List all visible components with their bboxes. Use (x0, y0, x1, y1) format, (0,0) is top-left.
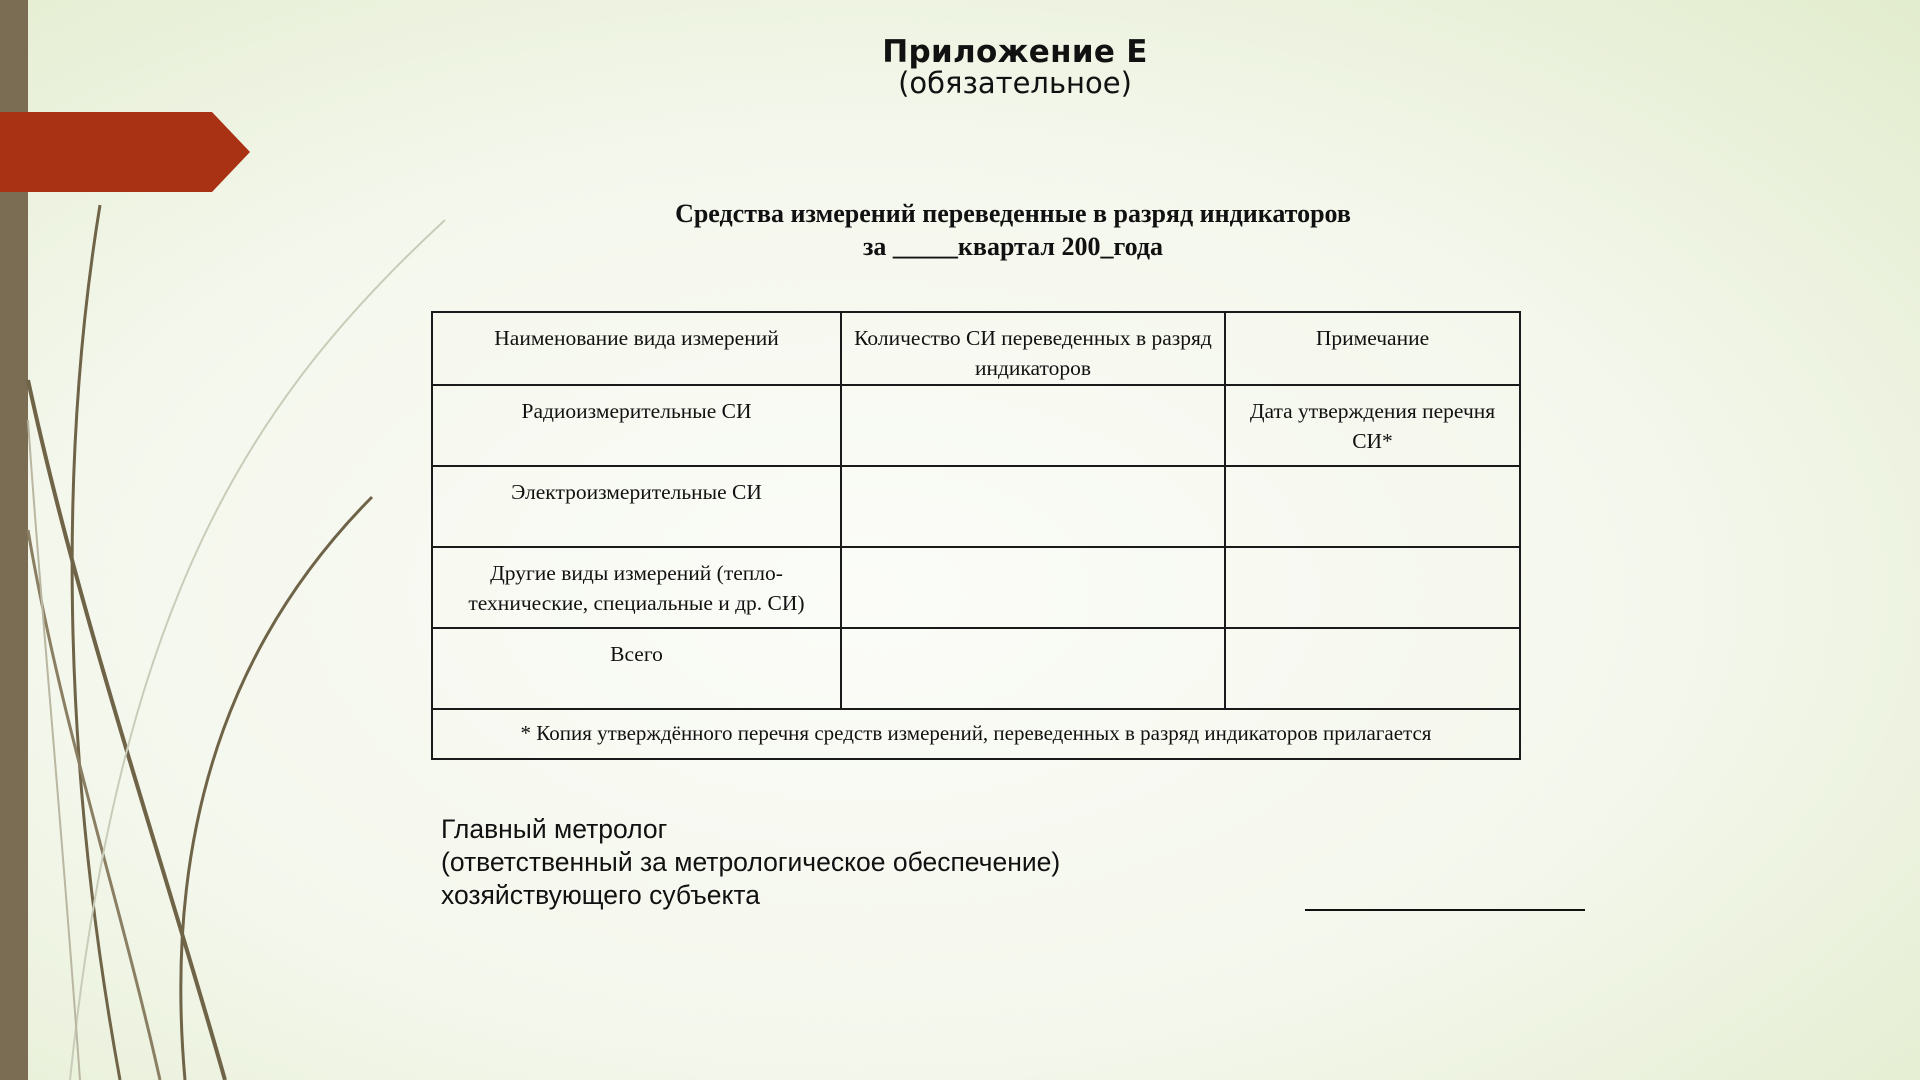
table-row (432, 466, 1520, 547)
table-header-row (432, 312, 1520, 385)
appendix-title: Приложение Е (882, 34, 1148, 70)
table-row (432, 385, 1520, 466)
row-note-cell: Дата утверждения перечня СИ* (1225, 385, 1520, 466)
signature-line-1: Главный метролог (441, 814, 668, 844)
table-footnote: * Копия утверждённого перечня средств измерений, переведенных в разряд индикаторов прилагается (432, 709, 1520, 759)
row-note-cell (1225, 466, 1520, 547)
column-header-count: Количество СИ переведенных в разряд индикаторов (841, 312, 1225, 385)
signature-line-3: хозяйствующего субъекта (441, 880, 760, 910)
signature-line-2: (ответственный за метрологическое обеспечение) (441, 847, 1061, 877)
row-count-cell (841, 466, 1225, 547)
row-note-cell (1225, 628, 1520, 709)
table-row-total (432, 628, 1520, 709)
row-name-cell: Другие виды измерений (тепло-технические, специальные и др. СИ) (432, 547, 841, 628)
signature-underline (1305, 909, 1585, 911)
row-count-cell (841, 628, 1225, 709)
report-table (431, 311, 1521, 760)
document-title: Средства измерений переведенные в разряд индикаторов (675, 199, 1351, 228)
arrow-banner-icon (0, 112, 250, 192)
row-count-cell (841, 547, 1225, 628)
table-footnote-row (432, 709, 1520, 759)
table-row (432, 547, 1520, 628)
column-header-name: Наименование вида измерений (432, 312, 841, 385)
column-header-note: Примечание (1225, 312, 1520, 385)
signature-block (441, 813, 1060, 912)
appendix-subtitle: (обязательное) (898, 66, 1132, 100)
row-note-cell (1225, 547, 1520, 628)
row-name-cell: Радиоизмерительные СИ (432, 385, 841, 466)
row-name-cell: Электроизмерительные СИ (432, 466, 841, 547)
row-name-cell: Всего (432, 628, 841, 709)
document-period: за _____квартал 200_года (862, 232, 1164, 261)
row-count-cell (841, 385, 1225, 466)
